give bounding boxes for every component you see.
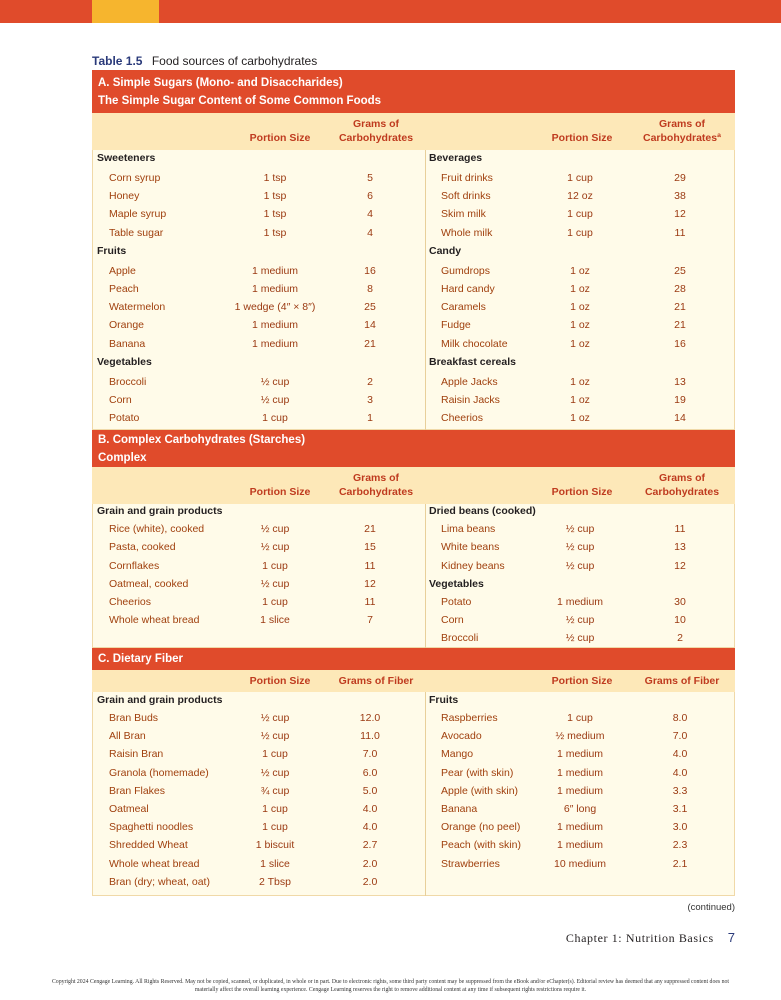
table-row <box>0 391 781 409</box>
table-number: Table 1.5 <box>92 54 143 68</box>
table-row <box>0 782 781 800</box>
column-header-portion: Portion Size <box>249 675 311 687</box>
grams-value: 11 <box>364 559 376 572</box>
grams-value: 2.7 <box>362 839 378 852</box>
grams-value: 11 <box>674 523 686 536</box>
category-label: Candy <box>429 244 462 257</box>
table-row <box>0 575 781 593</box>
grams-value: 16 <box>674 337 686 350</box>
grams-value: 30 <box>674 596 686 608</box>
copyright-notice: Copyright 2024 Cengage Learning. All Rights Reserved. May not be copied, scanned, or duplicated, in whole or in part. Due to electronic rights, some third party content may be suppressed from the eBook and/or eChapter(s). Editorial review has deemed that any suppressed content does not materially affect the overall learning experience. Cengage Learning reserves the right to remove additional content at any time if subsequent rights restrictions require it. <box>51 979 730 993</box>
grams-value: 16 <box>364 264 376 277</box>
food-name: Apple (with skin) <box>441 784 519 797</box>
table-row <box>0 855 781 873</box>
grams-value: 25 <box>674 264 686 277</box>
grams-value: 12.0 <box>359 712 381 724</box>
section-b-column-headers <box>92 467 735 504</box>
portion-size: 1 oz <box>570 301 590 314</box>
table-row <box>0 611 781 629</box>
food-name: Fruit drinks <box>441 172 493 184</box>
food-name: Apple Jacks <box>441 375 498 388</box>
portion-size: 1 cup <box>262 412 288 425</box>
grams-value: 7 <box>367 614 373 627</box>
food-name: Raisin Bran <box>109 748 164 761</box>
grams-value: 5 <box>367 172 373 184</box>
section-a-title: A. Simple Sugars (Mono- and Disaccharides) <box>98 77 343 89</box>
grams-value: 14 <box>364 319 376 332</box>
portion-size: 1 oz <box>570 375 590 388</box>
table-row <box>0 764 781 782</box>
table-row <box>0 709 781 727</box>
portion-size: ½ cup <box>260 375 290 388</box>
section-b-header <box>92 430 735 467</box>
portion-size: ½ cup <box>260 712 290 724</box>
portion-size: 1 cup <box>262 803 288 815</box>
portion-size: 1 wedge (4″ × 8″) <box>234 301 316 314</box>
food-name: Spaghetti noodles <box>109 821 194 834</box>
grams-value: 4.0 <box>362 803 378 815</box>
food-name: Fudge <box>441 319 471 332</box>
food-name: Raisin Jacks <box>441 394 500 406</box>
grams-value: 4 <box>367 208 373 221</box>
grams-value: 11 <box>674 226 686 239</box>
grams-value: 6 <box>367 190 373 203</box>
table-row <box>0 224 781 242</box>
food-name: Orange (no peel) <box>441 821 521 834</box>
section-b-subtitle: Complex <box>98 452 147 464</box>
table-row <box>0 593 781 611</box>
section-c-header <box>92 648 735 670</box>
table-row <box>0 262 781 280</box>
column-header-fiber: Grams of Fiber <box>644 675 720 687</box>
food-name: Banana <box>109 337 146 350</box>
portion-size: 1 tsp <box>263 208 287 221</box>
food-name: Whole milk <box>441 226 493 239</box>
grams-value: 8.0 <box>672 712 688 724</box>
food-name: Pasta, cooked <box>109 541 176 554</box>
grams-value: 4 <box>367 226 373 239</box>
portion-size: 1 medium <box>556 596 604 608</box>
table-row <box>0 409 781 427</box>
table-caption <box>92 54 317 68</box>
grams-value: 14 <box>674 412 686 425</box>
food-name: Skim milk <box>441 208 486 221</box>
food-name: White beans <box>441 541 500 554</box>
portion-size: 6″ long <box>563 803 597 815</box>
portion-size: ½ cup <box>260 523 290 536</box>
category-label: Fruits <box>429 694 459 706</box>
table-row <box>0 557 781 575</box>
portion-size: ½ cup <box>565 541 595 554</box>
category-label: Dried beans (cooked) <box>429 505 536 517</box>
grams-value: 15 <box>364 541 376 554</box>
food-name: Soft drinks <box>441 190 491 203</box>
portion-size: ½ cup <box>260 766 290 779</box>
portion-size: 1 biscuit <box>255 839 295 852</box>
food-name: Broccoli <box>109 375 147 388</box>
portion-size: 1 medium <box>251 283 299 295</box>
grams-value: 4.0 <box>362 821 378 834</box>
column-header-grams: Grams of Carbohydratesª <box>643 118 721 144</box>
food-name: Orange <box>109 319 145 332</box>
grams-value: 25 <box>364 301 376 314</box>
food-name: Shredded Wheat <box>109 839 188 852</box>
food-name: Peach <box>109 283 139 295</box>
food-name: Cornflakes <box>109 559 160 572</box>
food-name: Cheerios <box>109 596 152 608</box>
table-row <box>0 538 781 556</box>
food-name: Maple syrup <box>109 208 167 221</box>
category-label: Beverages <box>429 152 483 164</box>
category-label: Grain and grain products <box>97 505 223 517</box>
category-label: Vegetables <box>429 577 484 590</box>
food-name: Apple <box>109 264 136 277</box>
portion-size: 1 cup <box>567 208 593 221</box>
grams-value: 4.0 <box>672 766 688 779</box>
grams-value: 7.0 <box>362 748 378 761</box>
table-row <box>0 520 781 538</box>
table-row <box>0 873 781 891</box>
chapter-title: Chapter 1: Nutrition Basics <box>565 931 714 945</box>
table-row <box>0 205 781 223</box>
portion-size: 1 tsp <box>263 172 287 184</box>
grams-value: 29 <box>674 172 686 184</box>
food-name: All Bran <box>109 730 146 743</box>
grams-value: 13 <box>674 541 686 554</box>
portion-size: 1 cup <box>262 748 288 761</box>
food-name: Rice (white), cooked <box>109 523 205 536</box>
food-name: Raspberries <box>441 712 498 724</box>
grams-value: 2.1 <box>672 857 688 870</box>
portion-size: 1 cup <box>567 226 593 239</box>
grams-value: 5.0 <box>362 784 378 797</box>
grams-value: 3 <box>367 394 373 406</box>
food-name: Caramels <box>441 301 486 314</box>
table-row <box>0 727 781 745</box>
food-name: Oatmeal <box>109 803 149 815</box>
portion-size: 1 cup <box>262 596 288 608</box>
portion-size: 1 medium <box>556 821 604 834</box>
portion-size: ½ cup <box>565 632 595 645</box>
food-name: Banana <box>441 803 478 815</box>
portion-size: 1 cup <box>262 821 288 834</box>
portion-size: 1 medium <box>556 784 604 797</box>
food-name: Lima beans <box>441 523 496 536</box>
grams-value: 2 <box>367 375 373 388</box>
food-name: Cheerios <box>441 412 484 425</box>
section-a-header <box>92 70 735 113</box>
food-name: Bran Flakes <box>109 784 166 797</box>
category-label: Sweeteners <box>97 152 156 164</box>
food-name: Honey <box>109 190 140 203</box>
grams-value: 1 <box>367 412 373 425</box>
table-row <box>0 280 781 298</box>
table-title: Food sources of carbohydrates <box>151 54 318 68</box>
food-name: Corn <box>441 614 464 627</box>
food-name: Strawberries <box>441 857 500 870</box>
grams-value: 21 <box>364 523 376 536</box>
portion-size: ½ cup <box>260 577 290 590</box>
portion-size: 1 oz <box>570 319 590 332</box>
portion-size: 1 slice <box>260 857 290 870</box>
column-header-portion: Portion Size <box>551 132 613 144</box>
grams-value: 19 <box>674 394 686 406</box>
grams-value: 21 <box>364 337 376 350</box>
food-name: Mango <box>441 748 474 761</box>
portion-size: ½ cup <box>565 559 595 572</box>
portion-size: ½ medium <box>555 730 605 743</box>
grams-value: 38 <box>674 190 686 203</box>
portion-size: 10 medium <box>554 857 606 870</box>
portion-size: ½ cup <box>260 541 290 554</box>
grams-value: 21 <box>674 301 686 314</box>
grams-value: 12 <box>674 208 686 221</box>
grams-value: 12 <box>364 577 376 590</box>
portion-size: 1 medium <box>251 264 299 277</box>
portion-size: 1 cup <box>567 172 593 184</box>
column-header-portion: Portion Size <box>249 486 311 498</box>
grams-value: 28 <box>674 283 686 295</box>
portion-size: 1 oz <box>570 264 590 277</box>
portion-size: 2 Tbsp <box>259 875 291 888</box>
table-row <box>0 169 781 187</box>
grams-value: 21 <box>674 319 686 332</box>
portion-size: ½ cup <box>260 730 290 743</box>
column-header-portion: Portion Size <box>551 486 613 498</box>
portion-size: 1 tsp <box>263 226 287 239</box>
grams-value: 11 <box>364 596 376 608</box>
food-name: Bran Buds <box>109 712 159 724</box>
grams-value: 2.0 <box>362 857 378 870</box>
table-row <box>0 629 781 647</box>
portion-size: 12 oz <box>567 190 593 203</box>
column-header-portion: Portion Size <box>249 132 311 144</box>
category-label: Grain and grain products <box>97 694 223 706</box>
table-row <box>0 745 781 763</box>
food-name: Hard candy <box>441 283 495 295</box>
portion-size: 1 medium <box>556 748 604 761</box>
portion-size: 1 oz <box>570 394 590 406</box>
category-label: Vegetables <box>97 355 152 368</box>
table-row <box>0 800 781 818</box>
table-row <box>0 335 781 353</box>
food-name: Peach (with skin) <box>441 839 521 852</box>
grams-value: 2 <box>677 632 683 645</box>
portion-size: 1 slice <box>260 614 290 627</box>
food-name: Corn <box>109 394 132 406</box>
grams-value: 2.3 <box>672 839 688 852</box>
portion-size: 1 oz <box>570 337 590 350</box>
portion-size: 1 medium <box>251 319 299 332</box>
grams-value: 2.0 <box>362 875 378 888</box>
food-name: Watermelon <box>109 301 166 314</box>
grams-value: 3.3 <box>672 784 688 797</box>
grams-value: 13 <box>674 375 686 388</box>
grams-value: 12 <box>674 559 686 572</box>
grams-value: 6.0 <box>362 766 378 779</box>
food-name: Avocado <box>441 730 482 743</box>
portion-size: 1 medium <box>251 337 299 350</box>
grams-value: 7.0 <box>672 730 688 743</box>
section-a-column-headers <box>92 113 735 150</box>
portion-size: 1 oz <box>570 283 590 295</box>
category-label: Breakfast cereals <box>429 355 516 368</box>
food-name: Milk chocolate <box>441 337 508 350</box>
grams-value: 10 <box>674 614 686 627</box>
table-row <box>0 373 781 391</box>
food-name: Whole wheat bread <box>109 857 200 870</box>
running-head <box>470 930 735 946</box>
table-row <box>0 836 781 854</box>
food-name: Table sugar <box>109 226 164 239</box>
column-header-grams: Grams of Carbohydrates <box>644 472 720 498</box>
top-accent-tab <box>92 0 159 23</box>
portion-size: 1 tsp <box>263 190 287 203</box>
table-row <box>0 818 781 836</box>
food-name: Gumdrops <box>441 264 491 277</box>
section-c-title: C. Dietary Fiber <box>98 653 183 665</box>
food-name: Corn syrup <box>109 172 161 184</box>
food-name: Potato <box>109 412 140 425</box>
food-name: Pear (with skin) <box>441 766 514 779</box>
section-a-subtitle: The Simple Sugar Content of Some Common Foods <box>98 95 382 107</box>
table-row <box>0 187 781 205</box>
page-number: 7 <box>727 930 735 945</box>
grams-value: 11.0 <box>360 730 380 743</box>
food-name: Granola (homemade) <box>109 766 209 779</box>
continued-note: (continued) <box>687 902 735 913</box>
portion-size: 1 oz <box>570 412 590 425</box>
food-name: Whole wheat bread <box>109 614 200 627</box>
portion-size: 1 cup <box>567 712 593 724</box>
food-name: Broccoli <box>441 632 479 645</box>
table-row <box>0 298 781 316</box>
portion-size: ½ cup <box>565 614 595 627</box>
column-header-fiber: Grams of Fiber <box>338 675 414 687</box>
grams-value: 4.0 <box>672 748 688 761</box>
section-c-column-headers <box>92 670 735 692</box>
portion-size: ¾ cup <box>260 784 290 797</box>
column-header-grams: Grams of Carbohydrates <box>338 118 414 144</box>
portion-size: 1 cup <box>262 559 288 572</box>
category-label: Fruits <box>97 244 127 257</box>
food-name: Potato <box>441 596 472 608</box>
food-name: Bran (dry; wheat, oat) <box>109 875 210 888</box>
grams-value: 8 <box>367 283 373 295</box>
grams-value: 3.0 <box>672 821 688 834</box>
food-name: Kidney beans <box>441 559 505 572</box>
section-b-title: B. Complex Carbohydrates (Starches) <box>98 434 306 446</box>
portion-size: 1 medium <box>556 766 604 779</box>
portion-size: ½ cup <box>565 523 595 536</box>
column-header-grams: Grams of Carbohydrates <box>338 472 414 498</box>
food-name: Oatmeal, cooked <box>109 577 189 590</box>
column-header-portion: Portion Size <box>551 675 613 687</box>
portion-size: 1 medium <box>556 839 604 852</box>
grams-value: 3.1 <box>672 803 688 815</box>
portion-size: ½ cup <box>260 394 290 406</box>
table-row <box>0 316 781 334</box>
